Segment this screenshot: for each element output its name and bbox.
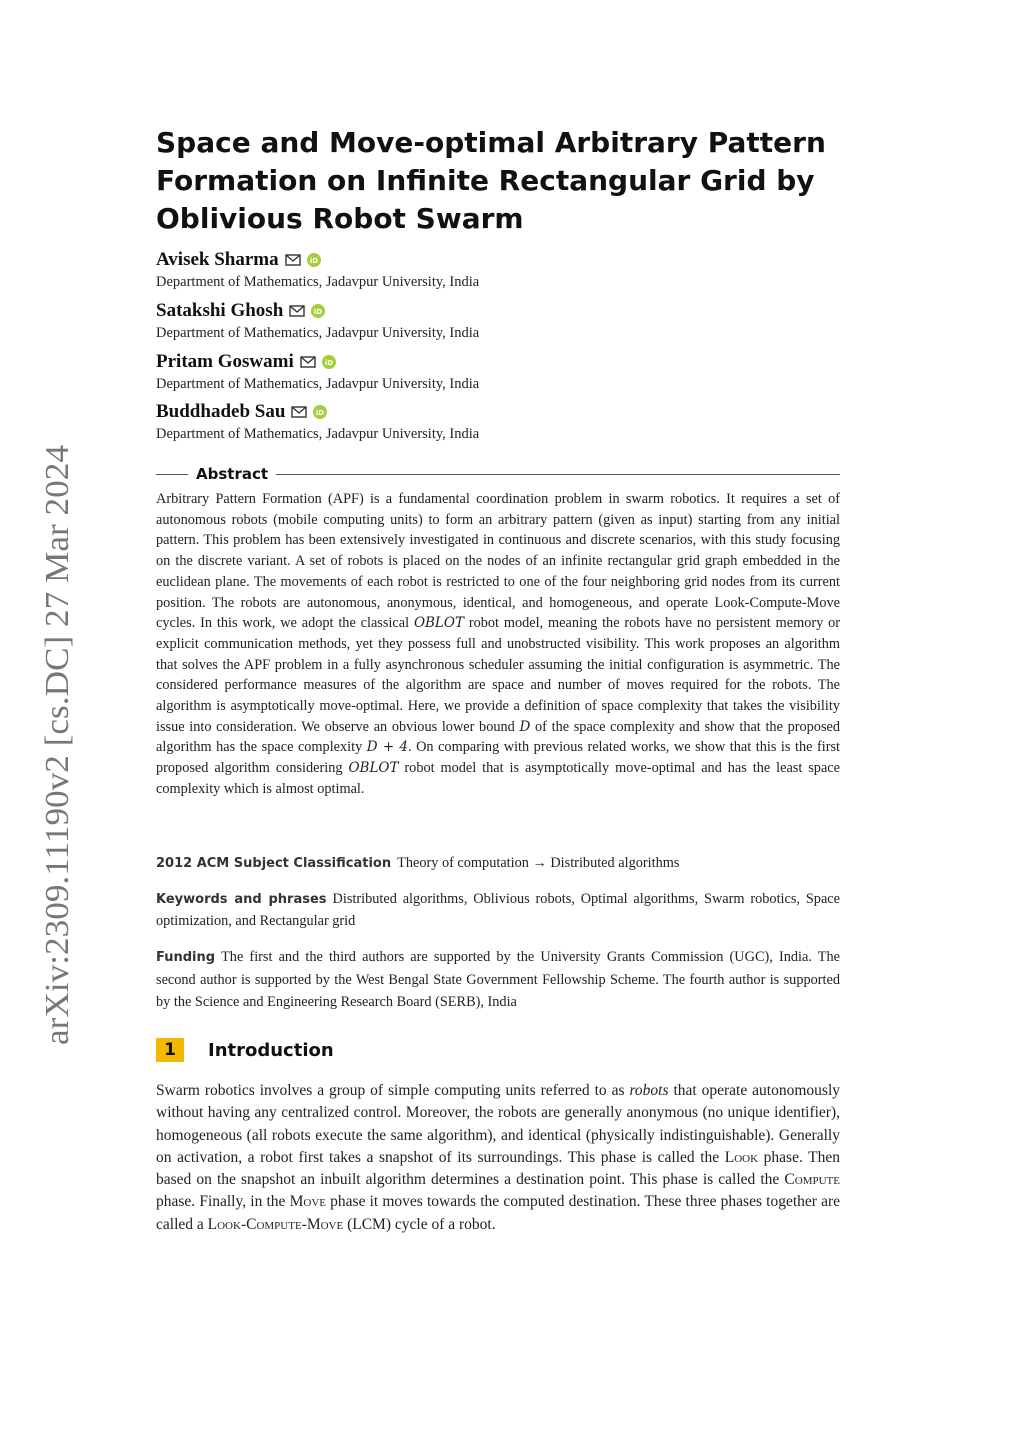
- intro-text: Swarm robotics involves a group of simple computing units referred to as: [156, 1082, 625, 1099]
- oblot-symbol: OBLOT: [413, 615, 464, 632]
- svg-text:iD: iD: [316, 409, 325, 417]
- intro-text: phase. Then based on the snapshot an inbuilt algorithm determines a destination point. This phase is called the: [156, 1148, 840, 1189]
- d-plus-symbol: D + 4: [366, 739, 408, 756]
- move-term: Move: [289, 1193, 326, 1211]
- acm-classification: [156, 853, 840, 875]
- author-name: Pritam Goswami: [156, 351, 294, 372]
- svg-text:iD: iD: [314, 308, 323, 316]
- author-name: Satakshi Ghosh: [156, 300, 284, 321]
- abstract-label: Abstract: [196, 465, 269, 483]
- lcm-term: Look-Compute-Move: [207, 1215, 344, 1233]
- funding: [156, 946, 840, 1013]
- author-affiliation: Department of Mathematics, Jadavpur University, India: [156, 426, 480, 442]
- d-symbol: D: [519, 718, 531, 735]
- abstract-text: robot model, meaning the robots have no persistent memory or explicit communication methods, yet they possess full and unobstructed visibility. This work proposes an algorithm that solves the APF problem in a fully asynchronous scheduler assuming the initial configuration is asymmetric. The considered performance measures of the algorithm are space and number of moves required for the robots. The algorithm is asymptotically move-optimal. Here, we provide a definition of space complexity that takes the visibility issue into consideration. We observe an obvious lower bound: [156, 615, 841, 735]
- section-heading: [156, 1038, 334, 1062]
- intro-text: (LCM) cycle of a robot.: [347, 1215, 496, 1233]
- acm-text: Theory of computation → Distributed algorithms: [397, 855, 680, 871]
- intro-text: phase it moves towards the computed destination. These three phases together are called a: [156, 1193, 841, 1233]
- funding-text: The first and the third authors are supported by the University Grants Commission (UGC), India. The second author is supported by the West Bengal State Government Fellowship Scheme. The fourth author is supported by the Science and Engineering Research Board (SERB), India: [156, 949, 840, 1010]
- intro-emphasis: robots: [629, 1082, 669, 1099]
- mail-icon[interactable]: [285, 254, 301, 266]
- intro-paragraph: [156, 1080, 840, 1236]
- section-title: Introduction: [208, 1039, 334, 1061]
- keywords: [156, 889, 840, 931]
- author-block: [156, 299, 479, 342]
- abstract-text: . On comparing with previous related works, we show that this is the first proposed algorithm considering: [156, 739, 840, 777]
- orcid-icon[interactable]: [313, 405, 327, 419]
- author-affiliation: Department of Mathematics, Jadavpur University, India: [156, 325, 480, 341]
- abstract-heading: [156, 464, 840, 484]
- paper-title: Space and Move-optimal Arbitrary Pattern Formation on Infinite Rectangular Grid by Oblivious Robot Swarm: [156, 126, 826, 235]
- orcid-icon[interactable]: [322, 355, 336, 369]
- arxiv-stamp: [20, 440, 80, 1050]
- oblot-symbol: OBLOT: [348, 760, 399, 777]
- svg-text:iD: iD: [324, 359, 333, 367]
- orcid-icon[interactable]: [311, 304, 325, 318]
- funding-label: Funding: [156, 950, 216, 965]
- keywords-text: Distributed algorithms, Oblivious robots, Optimal algorithms, Swarm robotics, Space optimization, and Rectangular grid: [156, 891, 840, 929]
- intro-text: that operate autonomously without having any centralized control. Moreover, the robots are generally anonymous (no unique identifier), homogeneous (all robots execute the same algorithm), and identical (physically indistinguishable). Generally on activation, a robot first takes a snapshot of its surroundings. This phase is called the: [156, 1082, 841, 1166]
- author-name: Avisek Sharma: [156, 249, 279, 270]
- author-affiliation: Department of Mathematics, Jadavpur University, India: [156, 376, 480, 392]
- divider: [276, 474, 840, 475]
- section-number: 1: [156, 1038, 184, 1062]
- mail-icon[interactable]: [289, 305, 305, 317]
- author-block: [156, 350, 479, 393]
- keywords-label: Keywords and phrases: [156, 892, 327, 907]
- arxiv-stamp-text: arXiv:2309.11190v2 [cs.DC] 27 Mar 2024: [39, 465, 76, 1045]
- svg-text:iD: iD: [309, 257, 318, 265]
- author-block: [156, 400, 479, 443]
- compute-term: Compute: [784, 1171, 840, 1189]
- abstract-text: of the space complexity and show that the proposed algorithm has the space complexity: [156, 718, 841, 756]
- intro-text: phase. Finally, in the: [156, 1193, 286, 1211]
- abstract-body: [156, 489, 840, 800]
- mail-icon[interactable]: [291, 406, 307, 418]
- abstract-text: robot model that is asymptotically move-optimal and has the least space complexity which is almost optimal.: [156, 760, 840, 797]
- author-block: [156, 248, 479, 291]
- author-affiliation: Department of Mathematics, Jadavpur University, India: [156, 274, 480, 290]
- abstract-text: Arbitrary Pattern Formation (APF) is a fundamental coordination problem in swarm robotics. It requires a set of autonomous robots (mobile computing units) to form an arbitrary pattern (given as input) starting from any initial pattern. This problem has been extensively investigated in continuous and discrete scenarios, with this study focusing on the discrete variant. A set of robots is placed on the nodes of an infinite rectangular grid graph embedded in the euclidean plane. The movements of each robot is restricted to one of the four neighboring grid nodes from its current position. The robots are autonomous, anonymous, identical, and homogeneous, and operate Look-Compute-Move cycles. In this work, we adopt the classical: [156, 491, 840, 632]
- mail-icon[interactable]: [300, 356, 316, 368]
- divider: [156, 474, 188, 475]
- acm-label: 2012 ACM Subject Classification: [156, 856, 392, 871]
- orcid-icon[interactable]: [307, 253, 321, 267]
- look-term: Look: [724, 1148, 759, 1166]
- author-name: Buddhadeb Sau: [156, 401, 286, 422]
